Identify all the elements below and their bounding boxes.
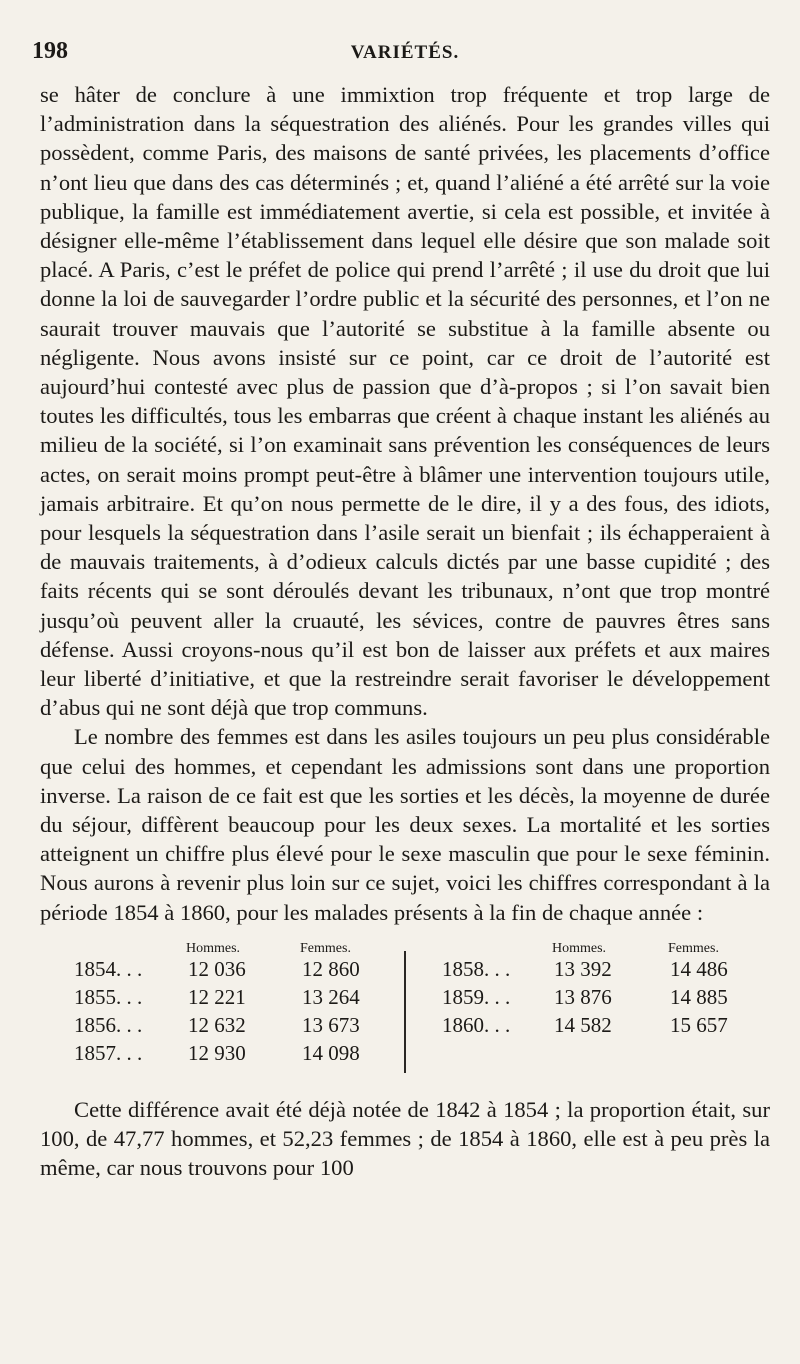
- men-cell: 12 036: [188, 956, 246, 981]
- year-cell: 1858. . .: [442, 956, 511, 981]
- page-number: 198: [32, 38, 68, 64]
- year-cell: 1855. . .: [74, 984, 143, 1009]
- women-cell: 14 098: [302, 1040, 360, 1065]
- men-cell: 13 876: [554, 984, 612, 1009]
- right-men-header: Hommes.: [552, 940, 607, 956]
- page-header: [32, 34, 770, 78]
- men-cell: 12 221: [188, 984, 246, 1009]
- left-men-header: Hommes.: [186, 940, 241, 956]
- women-cell: 14 486: [670, 956, 728, 981]
- year-cell: 1857. . .: [74, 1040, 143, 1065]
- men-cell: 14 582: [554, 1012, 612, 1037]
- year-cell: 1859. . .: [442, 984, 511, 1009]
- book-page: [32, 34, 770, 1183]
- paragraph-1: se hâter de conclure à une immixtion trop fréquente et trop large de l’administration dans la séquestration des aliénés. Pour les grandes villes qui possèdent, comme Paris, des maisons de santé privées, les placements d’office n’ont lieu que dans des cas déterminés ; et, quand l’aliéné a été arrêté sur la voie publique, la famille est immédiatement avertie, si cela est possible, et invitée à désigner elle-même l’établissement dans lequel elle désire que son malade soit placé. A Paris, c’est le préfet de police qui prend l’arrêté ; il use du droit que lui donne la loi de sauvegarder l’ordre public et la sécurité des personnes, et l’on ne saurait trouver mauvais que l’autorité se substitue à la famille absente ou négligente. Nous avons insisté sur ce point, car ce droit de l’autorité est aujourd’hui contesté avec plus de passion que d’à-propos ; si l’on savait bien toutes les difficultés, tous les embarras que créent à chaque instant les aliénés au milieu de la société, si l’on examinait sans prévention les conséquences de leurs actes, on serait moins prompt peut-être à blâmer une intervention toujours utile, jamais arbitraire. Et qu’on nous permette de le dire, il y a des fous, des idiots, pour lesquels la séquestration dans l’asile serait un bienfait ; ils échapperaient à de mauvais traitements, à d’odieux calculs dictés par une basse cupidité ; des faits récents qui se sont déroulés devant les tribunaux, n’ont que trop montré jusqu’où peuvent aller la cruauté, les sévices, contre de pauvres êtres sans défense. Aussi croyons-nous qu’il est bon de laisser aux préfets et aux maires leur liberté d’initiative, et que la restreindre serait favoriser le développement d’abus qui ne sont déjà que trop communs.: [40, 82, 770, 721]
- running-head: VARIÉTÉS.: [350, 42, 460, 63]
- year-cell: 1860. . .: [442, 1012, 511, 1037]
- men-cell: 12 632: [188, 1012, 246, 1037]
- women-cell: 13 264: [302, 984, 360, 1009]
- women-cell: 15 657: [670, 1012, 728, 1037]
- men-cell: 12 930: [188, 1040, 246, 1065]
- women-cell: 12 860: [302, 956, 360, 981]
- women-cell: 14 885: [670, 984, 728, 1009]
- men-cell: 13 392: [554, 956, 612, 981]
- women-cell: 13 673: [302, 1012, 360, 1037]
- right-women-header: Femmes.: [668, 940, 719, 956]
- statistics-table: [40, 940, 770, 1077]
- left-women-header: Femmes.: [300, 940, 351, 956]
- paragraph-3: Cette différence avait été déjà notée de 1842 à 1854 ; la proportion était, sur 100, de 47,77 hommes, et 52,23 femmes ; de 1854 à 1860, elle est à peu près la même, car nous trouvons pour 100: [40, 1096, 770, 1181]
- table-divider: [404, 951, 406, 1073]
- year-cell: 1856. . .: [74, 1012, 143, 1037]
- paragraph-2: Le nombre des femmes est dans les asiles toujours un peu plus considérable que celui des hommes, et cependant les admissions sont dans une proportion inverse. La raison de ce fait est que les sorties et les décès, la moyenne de durée du séjour, diffèrent beaucoup pour les deux sexes. La mortalité et les sorties atteignent un chiffre plus élevé pour le sexe masculin que pour le sexe féminin. Nous aurons à revenir plus loin sur ce sujet, voici les chiffres correspondant à la période 1854 à 1860, pour les malades présents à la fin de chaque année :: [40, 724, 770, 925]
- year-cell: 1854. . .: [74, 956, 143, 981]
